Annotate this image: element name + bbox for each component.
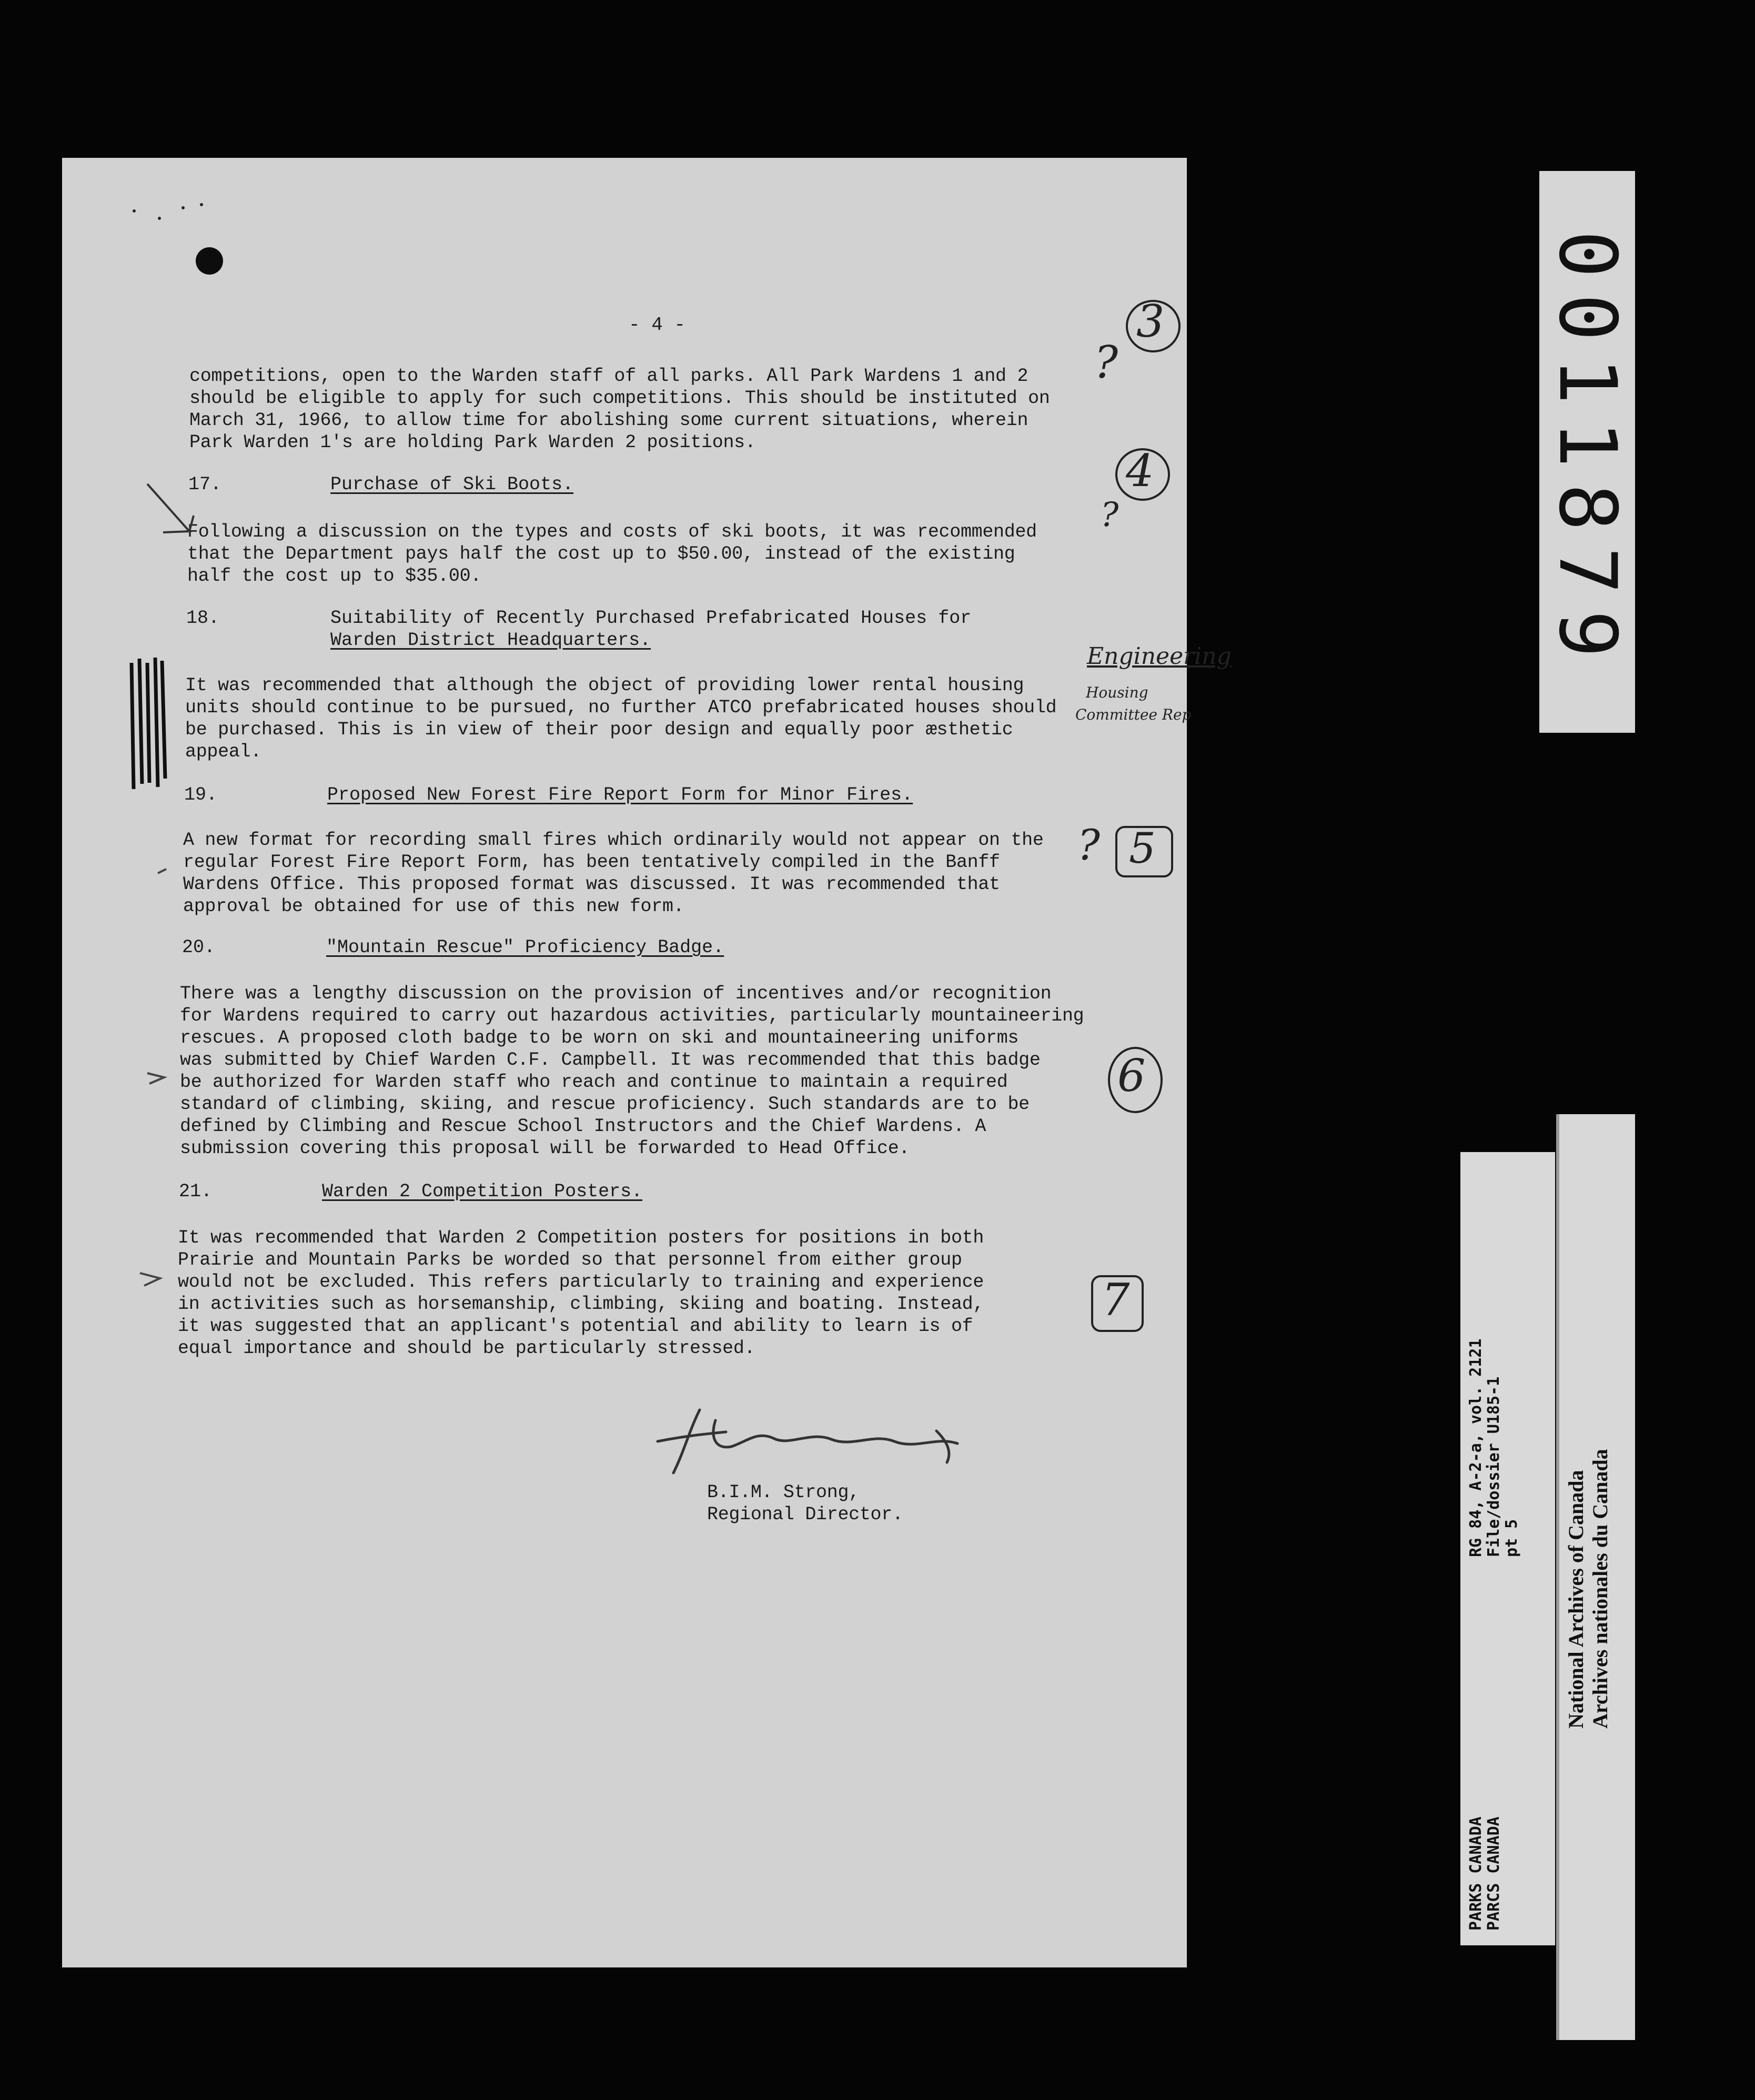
text-line: was submitted by Chief Warden C.F. Campbell. It was recommended that this badge xyxy=(180,1049,1041,1071)
speck xyxy=(133,209,136,213)
parks-canada-label: PARKS CANADA xyxy=(1467,1816,1485,1931)
archive-stamp xyxy=(1539,171,1635,733)
section-number: 18. xyxy=(186,608,220,629)
text-line: It was recommended that Warden 2 Competition posters for positions in both xyxy=(178,1227,984,1248)
text-line: Park Warden 1's are holding Park Warden 2 positions. xyxy=(189,432,756,453)
text-line: A new format for recording small fires which ordinarily would not appear on the xyxy=(183,830,1044,851)
reference-line: pt 5 xyxy=(1502,1519,1521,1557)
parcs-canada-label: PARCS CANADA xyxy=(1485,1816,1503,1931)
text-line: It was recommended that although the object of providing lower rental housing xyxy=(185,675,1024,696)
text-line: in activities such as horsemanship, climbing, skiing and boating. Instead, xyxy=(178,1294,984,1315)
national-archives-text: National Archives of Canada xyxy=(1564,1470,1588,1729)
circled-number: 3 xyxy=(1136,296,1165,347)
circled-number: 4 xyxy=(1126,445,1154,497)
section-number: 21. xyxy=(179,1181,213,1202)
text-line: There was a lengthy discussion on the provision of incentives and/or recognition xyxy=(180,983,1052,1004)
reference-label xyxy=(1460,1152,1555,1945)
text-line: units should continue to be pursued, no further ATCO prefabricated houses should xyxy=(185,697,1057,718)
question-mark: ? xyxy=(1094,337,1118,388)
text-line: defined by Climbing and Rescue School Instructors and the Chief Wardens. A xyxy=(180,1116,986,1137)
text-line: Wardens Office. This proposed format was discussed. It was recommended that xyxy=(183,874,1000,895)
section-title: "Mountain Rescue" Proficiency Badge. xyxy=(326,937,724,958)
side-note: Housing xyxy=(1086,684,1148,701)
speck xyxy=(200,203,203,206)
text-line: Prairie and Mountain Parks be worded so that personnel from either group xyxy=(178,1249,962,1270)
question-mark: ? xyxy=(1101,496,1119,534)
text-line: standard of climbing, skiing, and rescue proficiency. Such standards are to be xyxy=(180,1094,1030,1115)
section-title-continued: Warden District Headquarters. xyxy=(330,630,651,651)
handwritten-signature xyxy=(652,1399,979,1478)
circled-number: 5 xyxy=(1129,824,1156,873)
text-line: regular Forest Fire Report Form, has been tentatively compiled in the Banff xyxy=(183,852,1000,873)
section-number: 20. xyxy=(182,937,216,958)
signatory-name: B.I.M. Strong, xyxy=(707,1482,860,1503)
text-line: Following a discussion on the types and costs of ski boots, it was recommended xyxy=(187,521,1037,542)
text-line: should be eligible to apply for such competitions. This should be instituted on xyxy=(189,388,1050,409)
text-line: equal importance and should be particularly stressed. xyxy=(178,1338,755,1359)
text-line: it was suggested that an applicant's potential and ability to learn is of xyxy=(178,1316,973,1337)
section-title: Suitability of Recently Purchased Prefabricated Houses for xyxy=(330,608,972,629)
side-note: Engineering xyxy=(1087,643,1232,670)
side-note: Committee Rep xyxy=(1075,706,1192,723)
text-line: competitions, open to the Warden staff of all parks. All Park Wardens 1 and 2 xyxy=(189,366,1028,387)
circled-number: 7 xyxy=(1102,1274,1130,1326)
national-archives-label xyxy=(1556,1114,1635,2040)
label-edge xyxy=(1556,1114,1559,2040)
archive-stamp-number: 0011879 xyxy=(1541,230,1633,674)
reference-line: RG 84, A-2-a, vol. 2121 xyxy=(1467,1338,1485,1557)
circled-number: 6 xyxy=(1117,1050,1146,1102)
text-line: approval be obtained for use of this new form. xyxy=(183,896,684,917)
archives-nationales-text: Archives nationales du Canada xyxy=(1588,1449,1612,1729)
speck xyxy=(158,217,161,220)
text-line: that the Department pays half the cost up to $50.00, instead of the existing xyxy=(187,543,1015,564)
section-number: 17. xyxy=(188,474,222,495)
speck xyxy=(181,206,185,209)
text-line: be authorized for Warden staff who reach and continue to maintain a required xyxy=(180,1072,1008,1093)
text-line: would not be excluded. This refers particularly to training and experience xyxy=(178,1271,984,1293)
margin-marks xyxy=(116,473,221,1315)
signatory-title: Regional Director. xyxy=(707,1504,903,1525)
text-line: be purchased. This is in view of their poor design and equally poor æsthetic xyxy=(185,719,1013,740)
section-number: 19. xyxy=(184,784,218,805)
punch-hole xyxy=(196,247,223,275)
question-mark: ? xyxy=(1077,821,1100,870)
text-line: March 31, 1966, to allow time for abolishing some current situations, wherein xyxy=(189,410,1028,431)
reference-line: File/dossier U185-1 xyxy=(1485,1376,1503,1557)
text-line: appeal. xyxy=(185,741,261,762)
text-line: half the cost up to $35.00. xyxy=(187,566,481,587)
text-line: for Wardens required to carry out hazardous activities, particularly mountaineering xyxy=(180,1005,1084,1026)
section-title: Purchase of Ski Boots. xyxy=(330,474,574,495)
section-title: Proposed New Forest Fire Report Form for Minor Fires. xyxy=(327,784,913,805)
text-line: rescues. A proposed cloth badge to be worn on ski and mountaineering uniforms xyxy=(180,1027,1019,1048)
text-line: submission covering this proposal will be forwarded to Head Office. xyxy=(180,1138,910,1159)
page-number: - 4 - xyxy=(629,314,686,336)
section-title: Warden 2 Competition Posters. xyxy=(322,1181,643,1202)
